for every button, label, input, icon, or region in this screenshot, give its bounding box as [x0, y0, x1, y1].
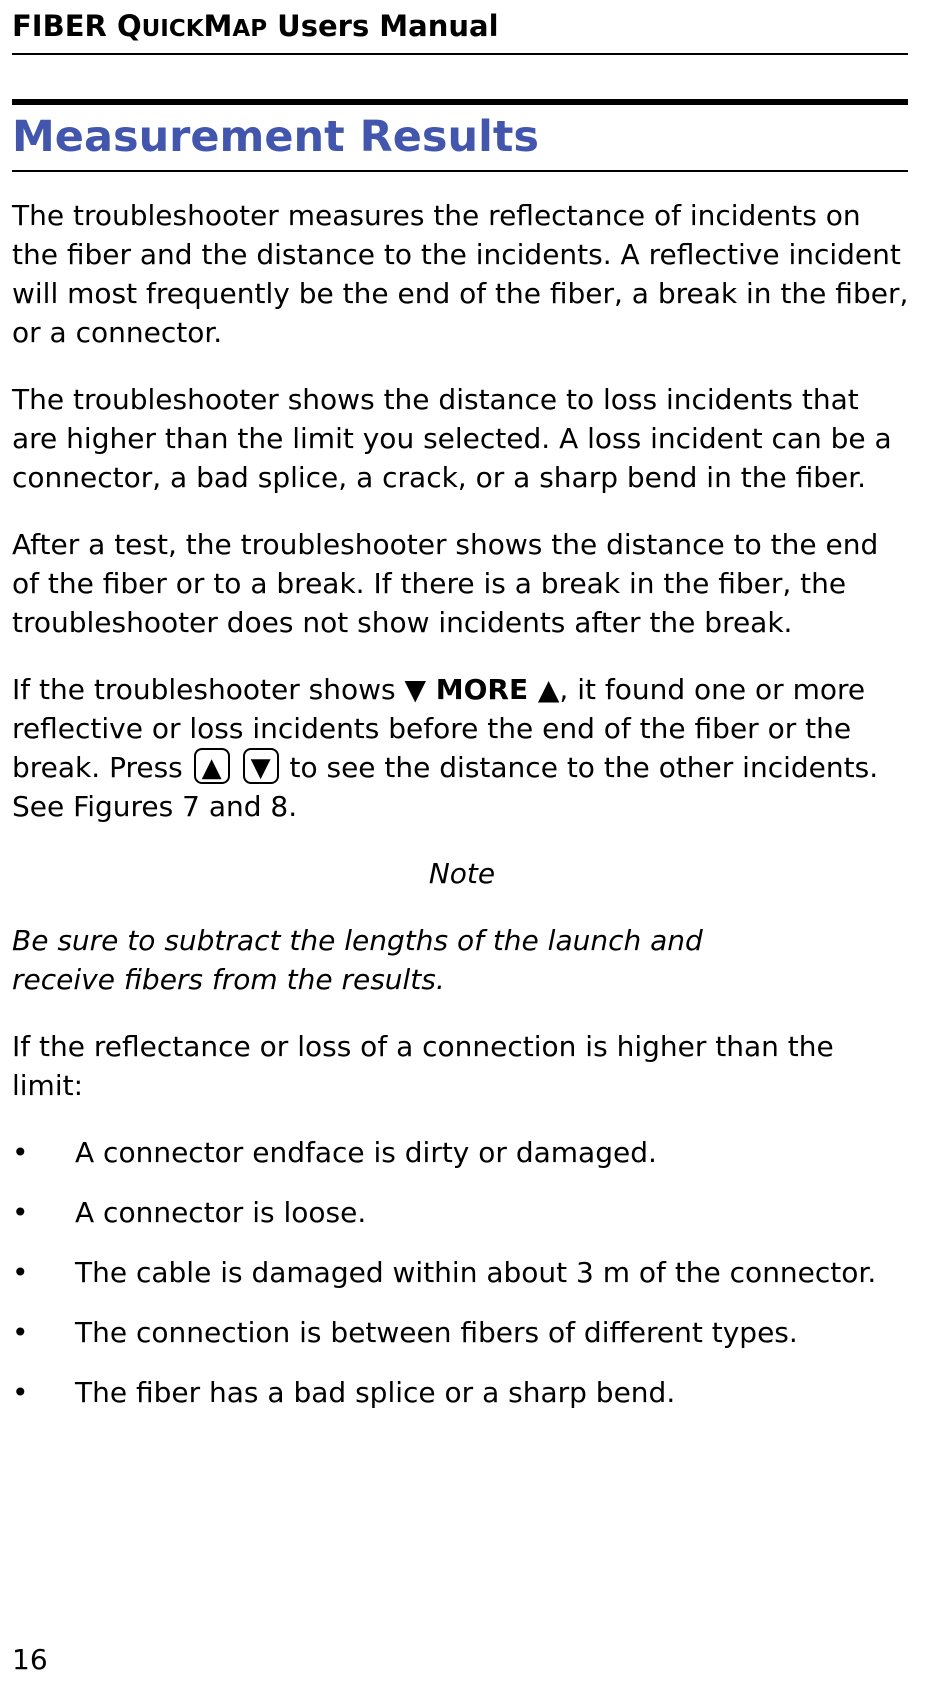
paragraph-loss: The troubleshooter shows the distance to loss incidents that are higher than the limit you selected. A loss incident can be a connector, a bad splice, a crack, or a sharp bend in the fiber.: [12, 383, 892, 494]
list-item-text: The cable is damaged within about 3 m of the connector.: [75, 1256, 877, 1289]
note-title: Note: [428, 857, 496, 890]
bullet-icon: •: [12, 1196, 29, 1229]
list-item-text: A connector endface is dirty or damaged.: [75, 1136, 657, 1169]
down-arrow-icon: ▼: [404, 673, 427, 706]
page-number: 16: [12, 1643, 48, 1676]
down-key-icon: ▼: [243, 748, 279, 784]
bullet-icon: •: [12, 1316, 29, 1349]
list-item-text: The connection is between fibers of different types.: [75, 1316, 798, 1349]
list-item: [12, 1133, 912, 1172]
header-part-2: UICK: [141, 16, 204, 42]
list-item-text: A connector is loose.: [75, 1196, 367, 1229]
more-text-after: , it found one or more reflective or loss incidents before the end of the fiber or the break. Press: [12, 673, 866, 784]
bullet-icon: •: [12, 1376, 29, 1409]
note-text: Be sure to subtract the lengths of the launch and receive fibers from the results.: [12, 924, 703, 996]
list-item: [12, 1253, 912, 1292]
bullet-list: [12, 1133, 912, 1412]
paragraph-reflectance: The troubleshooter measures the reflectance of incidents on the fiber and the distance to the incidents. A reflective incident will most frequently be the end of the fiber, a break in the fiber, or a connector.: [12, 199, 909, 349]
header-part-3: M: [203, 9, 233, 43]
body-text: [12, 196, 912, 1433]
paragraph-after-test: After a test, the troubleshooter shows the distance to the end of the fiber or to a break. If there is a break in the fiber, the troubleshooter does not show incidents after the break.: [12, 528, 879, 639]
list-item-text: The fiber has a bad splice or a sharp bend.: [75, 1376, 676, 1409]
header-part-4: AP: [232, 16, 268, 42]
section-title: Measurement Results: [12, 112, 540, 162]
more-text-before: If the troubleshooter shows: [12, 673, 405, 706]
list-item: [12, 1193, 912, 1232]
bullet-icon: •: [12, 1256, 29, 1289]
title-bottom-rule: [12, 170, 908, 172]
list-item: [12, 1373, 912, 1412]
bullet-icon: •: [12, 1136, 29, 1169]
header-part-1: FIBER Q: [12, 9, 142, 43]
more-label: MORE: [426, 673, 538, 706]
paragraph-more: [12, 670, 912, 826]
limit-intro: If the reflectance or loss of a connection is higher than the limit:: [12, 1030, 834, 1102]
more-text-after-keys: to see the distance to the other incidents. See Figures 7 and 8.: [12, 751, 879, 823]
up-key-icon: ▲: [194, 748, 230, 784]
running-header: [12, 8, 908, 55]
list-item: [12, 1313, 912, 1352]
title-top-rule: [12, 99, 908, 105]
up-arrow-icon: ▲: [537, 673, 560, 706]
header-part-5: Users Manual: [267, 9, 499, 43]
